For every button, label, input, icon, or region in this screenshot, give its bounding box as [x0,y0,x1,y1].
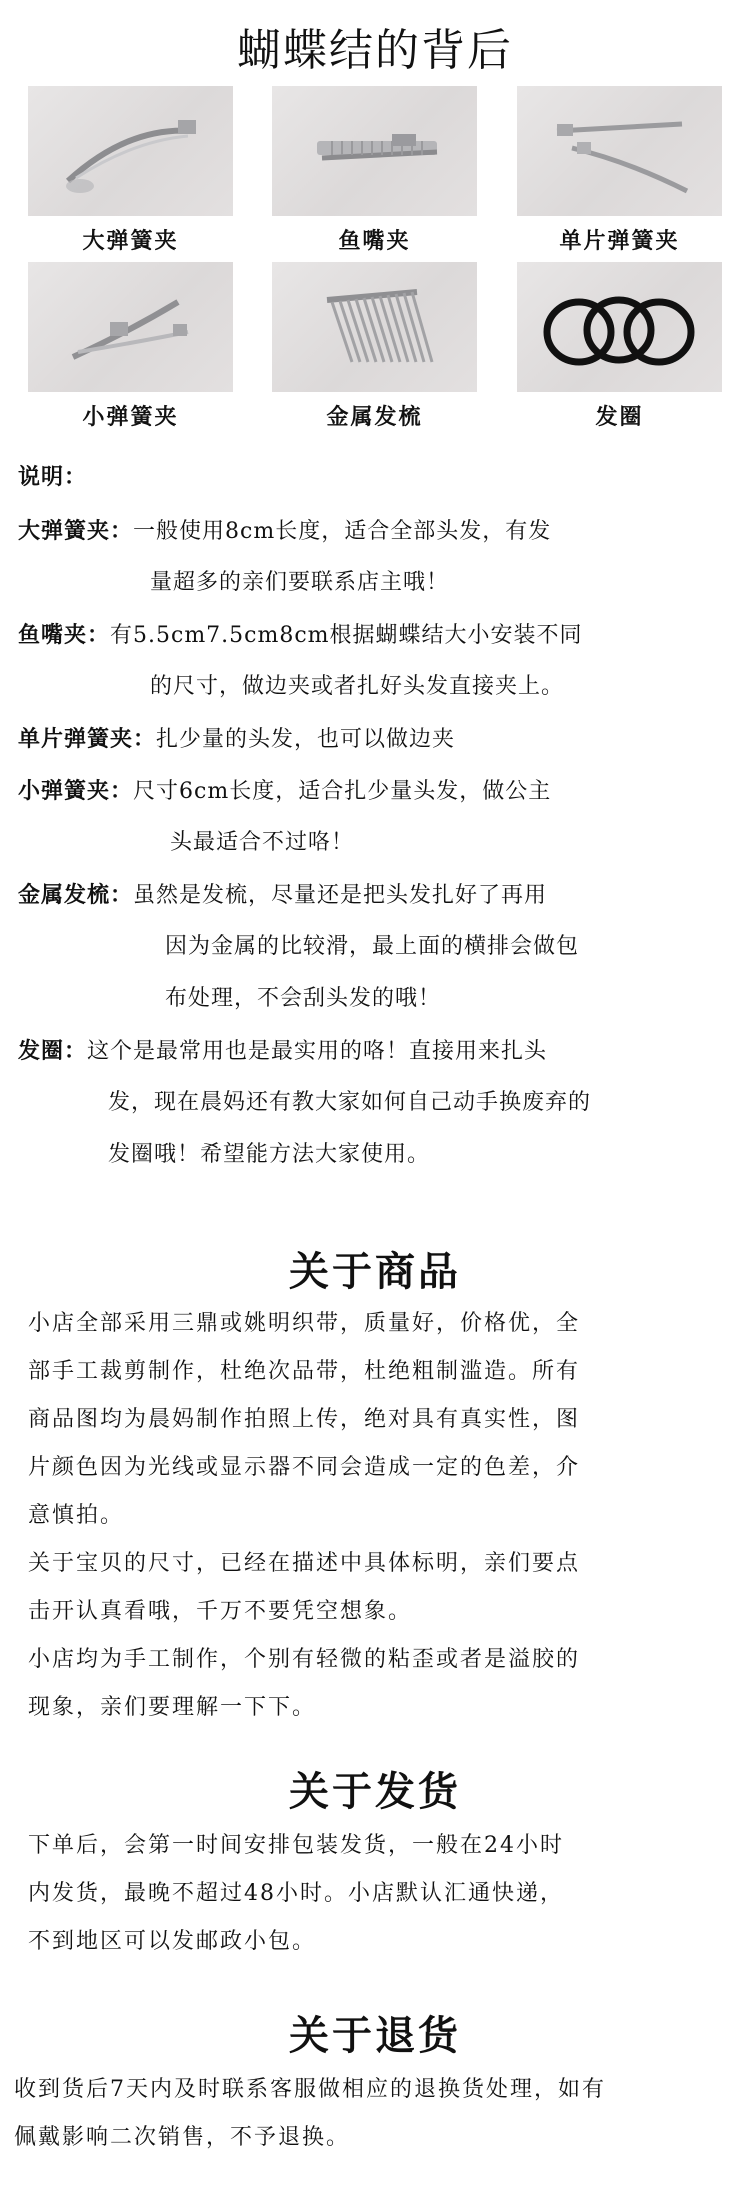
grid-item-label: 小弹簧夹 [82,404,179,430]
explanation-line: 发圈：这个是最常用也是最实用的咯！直接用来扎头 [18,1038,548,1064]
paragraph-line: 意慎拍。 [28,1503,125,1528]
explanation-line: 大弹簧夹：一般使用8cm长度，适合全部头发，有发 [18,518,552,544]
about-product-heading: 关于商品 [289,1248,461,1295]
explanation-line: 的尺寸，做边夹或者扎好头发直接夹上。 [150,674,565,699]
hair-tie-photo [517,262,722,392]
explanation-line: 发，现在晨妈还有教大家如何自己动手换废弃的 [108,1090,592,1115]
explanation-line: 发圈哦！希望能方法大家使用。 [108,1142,431,1167]
paragraph-line: 不到地区可以发邮政小包。 [28,1929,317,1954]
grid-item-label: 鱼嘴夹 [338,228,411,254]
paragraph-line: 部手工裁剪制作，杜绝次品带，杜绝粗制滥造。所有 [28,1359,581,1384]
paragraph-line: 佩戴影响二次销售，不予退换。 [14,2125,351,2150]
grid-item-single-spring-clip [517,86,722,255]
big-spring-clip-photo [28,86,233,216]
explanation-line: 小弹簧夹：尺寸6cm长度，适合扎少量头发，做公主 [18,778,552,804]
about-product-text [28,1300,728,1732]
fish-mouth-clip-photo [272,86,477,216]
explanation-line: 布处理，不会刮头发的哦！ [165,986,442,1011]
about-return-text [14,2066,740,2162]
paragraph-line: 现象，亲们要理解一下下。 [28,1695,317,1720]
paragraph-line: 击开认真看哦，千万不要凭空想象。 [28,1599,413,1624]
metal-comb-photo [272,262,477,392]
grid-item-fish-mouth-clip [272,86,477,255]
paragraph-line: 收到货后7天内及时联系客服做相应的退换货处理，如有 [14,2077,606,2102]
grid-item-label: 金属发梳 [326,404,423,430]
about-shipping-heading: 关于发货 [289,1768,461,1815]
paragraph-line: 内发货，最晚不超过48小时。小店默认汇通快递， [28,1881,564,1906]
grid-item-label: 单片弹簧夹 [559,228,680,254]
about-shipping-text [28,1822,728,1966]
paragraph-line: 关于宝贝的尺寸，已经在描述中具体标明，亲们要点 [28,1551,581,1576]
page-title: 蝴蝶结的背后 [237,25,513,76]
explanation-line: 金属发梳：虽然是发梳，尽量还是把头发扎好了再用 [18,882,548,908]
explanation-line: 头最适合不过咯！ [170,830,355,855]
explanation-line: 鱼嘴夹：有5.5cm7.5cm8cm根据蝴蝶结大小安装不同 [18,622,583,648]
explanation-heading: 说明： [18,464,88,490]
paragraph-line: 下单后，会第一时间安排包装发货，一般在24小时 [28,1833,564,1858]
grid-item-big-spring-clip [28,86,233,255]
explanation-line: 因为金属的比较滑，最上面的横排会做包 [165,934,580,959]
single-spring-clip-photo [517,86,722,216]
grid-item-label: 发圈 [595,404,644,430]
small-spring-clip-photo [28,262,233,392]
explanation-line: 量超多的亲们要联系店主哦！ [150,570,450,595]
grid-item-hair-tie [517,262,722,431]
about-return-heading: 关于退货 [289,2012,461,2059]
paragraph-line: 小店全部采用三鼎或姚明织带，质量好，价格优，全 [28,1311,581,1336]
grid-item-small-spring-clip [28,262,233,431]
explanation-line: 单片弹簧夹：扎少量的头发，也可以做边夹 [18,726,456,752]
paragraph-line: 小店均为手工制作，个别有轻微的粘歪或者是溢胶的 [28,1647,581,1672]
grid-item-label: 大弹簧夹 [82,228,179,254]
paragraph-line: 商品图均为晨妈制作拍照上传，绝对具有真实性，图 [28,1407,581,1432]
grid-item-metal-comb [272,262,477,431]
paragraph-line: 片颜色因为光线或显示器不同会造成一定的色差，介 [28,1455,581,1480]
